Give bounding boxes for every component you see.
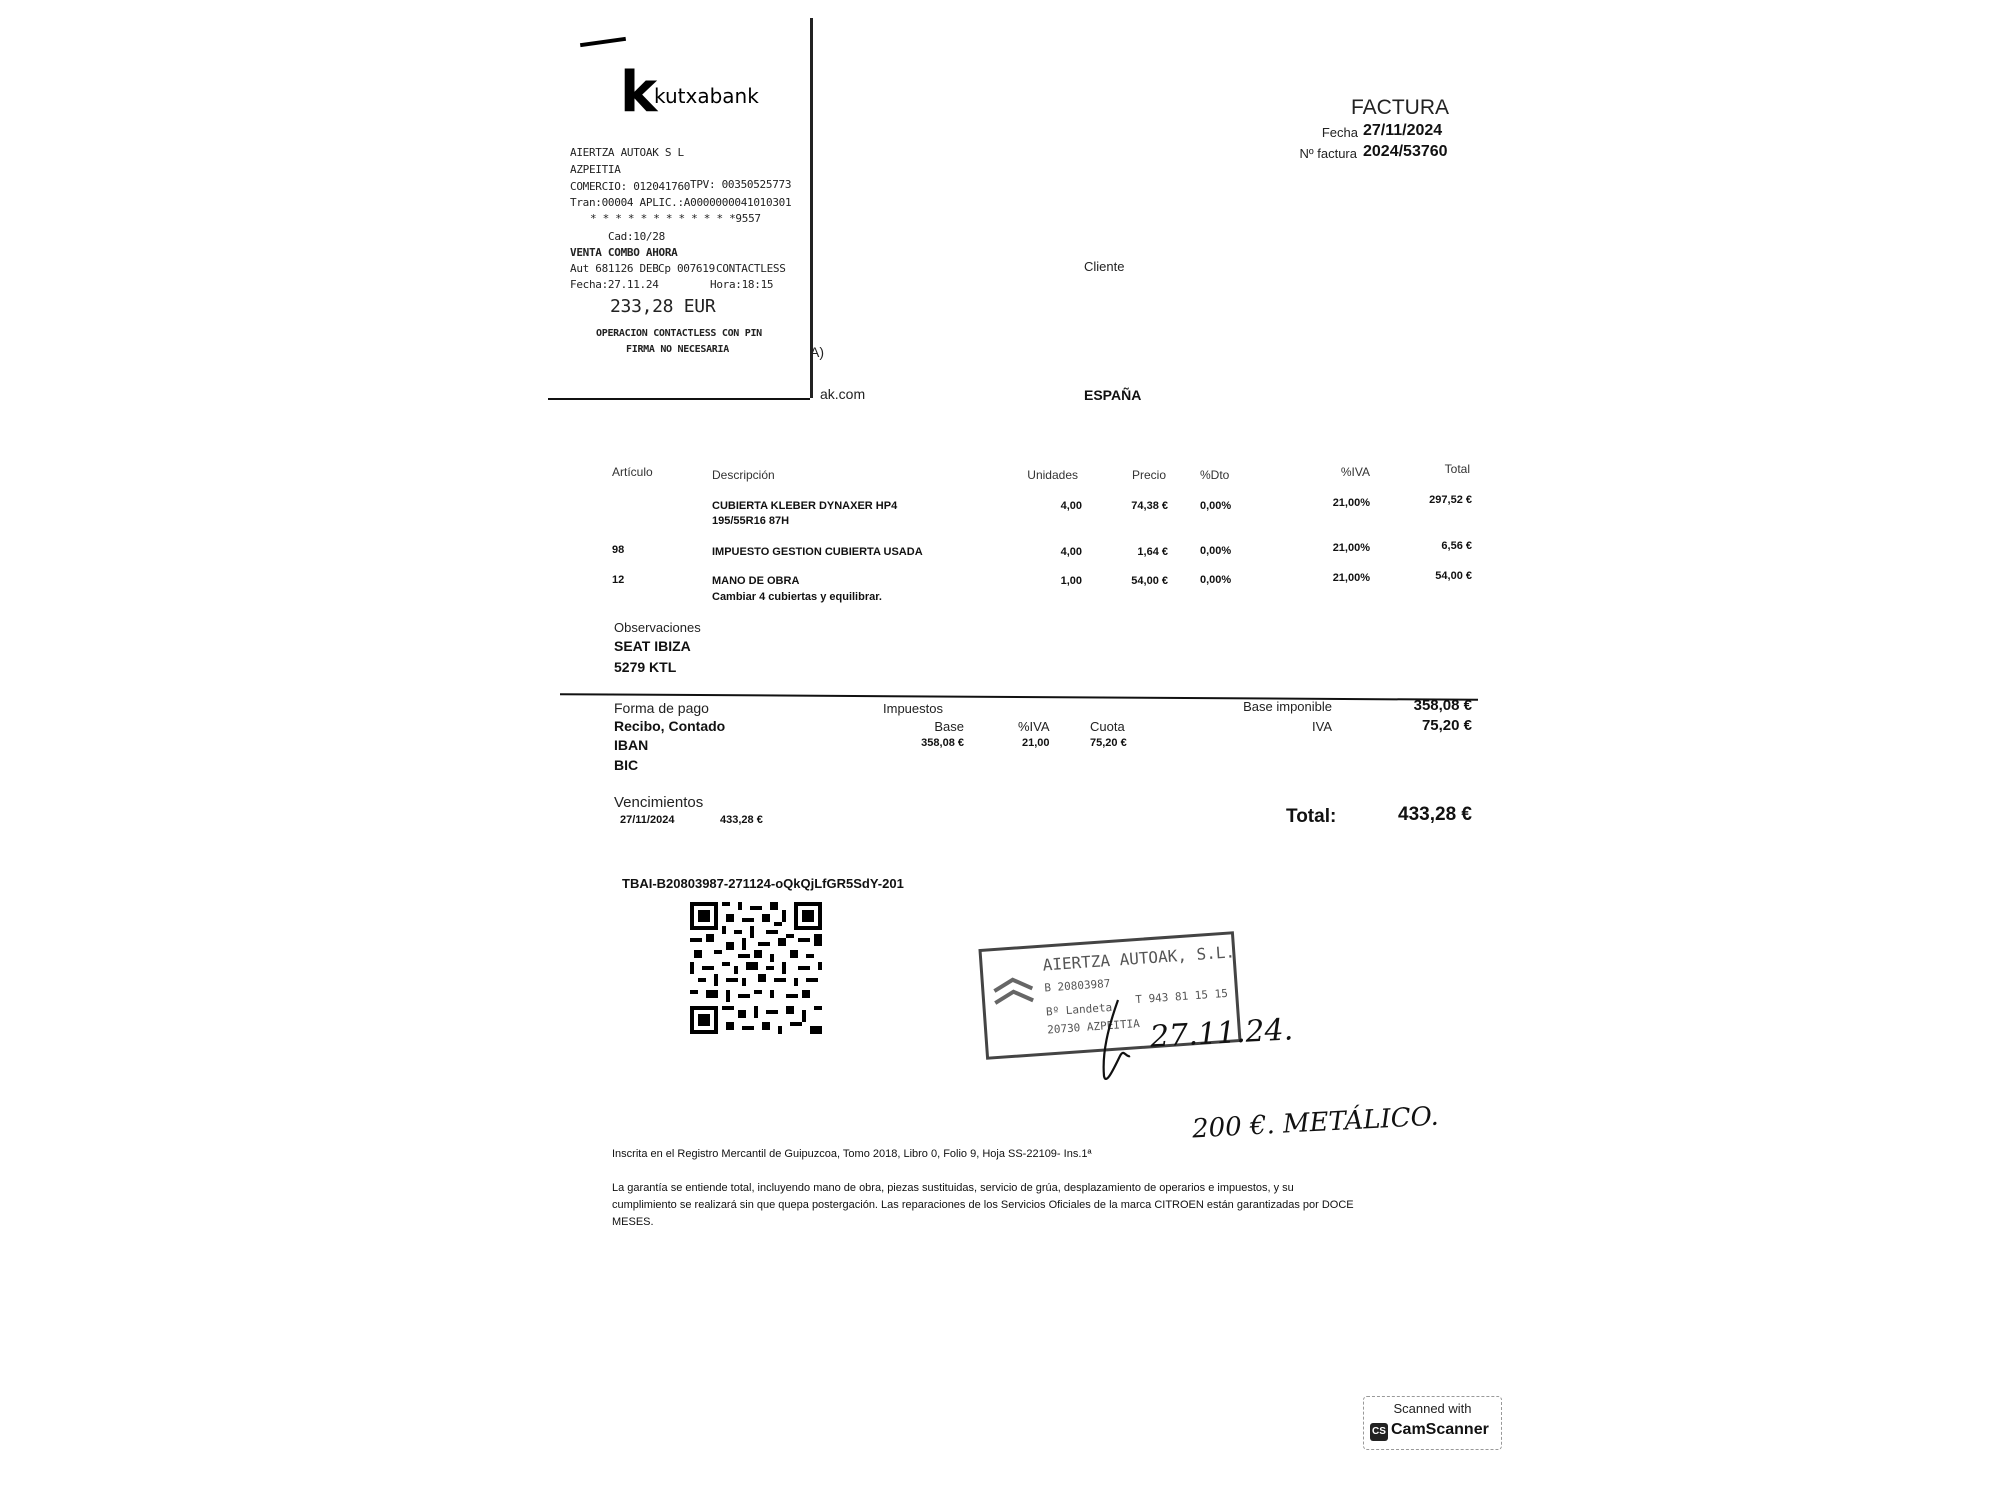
kutxabank-logo-icon: k [620, 60, 654, 125]
col-descripcion: Descripción [712, 468, 775, 482]
tax-piva-label: %IVA [1018, 719, 1050, 734]
col-dto: %Dto [1200, 468, 1230, 482]
row3-dto: 0,00% [1200, 574, 1232, 586]
handwritten-signature [1090, 998, 1140, 1088]
camscanner-brand: CamScanner [1391, 1421, 1489, 1438]
tax-cuota-label: Cuota [1090, 719, 1125, 734]
garantia-line2: cumplimiento se realizará sin que quepa postergación. Las reparaciones de los Servicios Oficiales de la marca CITROEN están garantizadas por DOCE [612, 1199, 1354, 1211]
tax-piva-value: 21,00 [1022, 737, 1050, 749]
row3-iva: 21,00% [1332, 572, 1370, 584]
card-payment-receipt [548, 18, 813, 398]
citroen-chevrons-icon [989, 970, 1038, 1013]
col-articulo: Artículo [612, 465, 653, 479]
observaciones-label: Observaciones [614, 620, 701, 635]
forma-pago-label: Forma de pago [614, 700, 709, 716]
cliente-label: Cliente [1084, 259, 1125, 274]
row1-iva: 21,00% [1332, 497, 1370, 509]
camscanner-logo-icon: CS [1370, 1423, 1388, 1441]
nfactura-value: 2024/53760 [1363, 143, 1448, 160]
receipt-aut: Aut 681126 DEB [570, 262, 659, 275]
row2-articulo: 98 [612, 544, 625, 556]
row1-unidades: 4,00 [1060, 500, 1082, 512]
observaciones-line2: 5279 KTL [614, 659, 677, 675]
receipt-card-number: * * * * * * * * * * * *9557 [590, 212, 761, 225]
observaciones-line1: SEAT IBIZA [614, 638, 691, 654]
email-fragment: ak.com [820, 386, 866, 402]
col-unidades: Unidades [1027, 468, 1078, 482]
row1-precio: 74,38 € [1131, 500, 1168, 512]
row3-articulo: 12 [612, 574, 625, 586]
stamp-addr: Bº Landeta [1045, 1000, 1113, 1019]
row2-desc1: IMPUESTO GESTION CUBIERTA USADA [712, 546, 923, 558]
impuestos-label: Impuestos [883, 701, 943, 716]
receipt-merchant: AIERTZA AUTOAK S L [570, 146, 684, 159]
receipt-hora: Hora:18:15 [710, 278, 774, 291]
kutxabank-logo-text: kutxabank [654, 84, 759, 108]
total-value: 433,28 € [1398, 804, 1472, 825]
row2-iva: 21,00% [1332, 542, 1370, 554]
invoice-title: FACTURA [1350, 96, 1449, 119]
vencimiento-amount: 433,28 € [720, 814, 763, 826]
camscanner-scanned-with: Scanned with [1393, 1401, 1472, 1416]
receipt-op-line2: FIRMA NO NECESARIA [626, 344, 729, 355]
row3-total: 54,00 € [1435, 570, 1472, 582]
receipt-town: AZPEITIA [570, 163, 621, 176]
row3-desc2: Cambiar 4 cubiertas y equilibrar. [712, 591, 882, 603]
row3-unidades: 1,00 [1060, 575, 1082, 587]
col-total: Total [1444, 462, 1470, 476]
fecha-label: Fecha [1321, 125, 1358, 140]
camscanner-watermark [1363, 1396, 1502, 1450]
vencimiento-date: 27/11/2024 [620, 814, 675, 826]
receipt-op-line1: OPERACION CONTACTLESS CON PIN [596, 328, 762, 339]
receipt-fecha: Fecha:27.11.24 [570, 278, 659, 291]
garantia-line3: MESES. [612, 1216, 654, 1228]
receipt-contactless: CONTACTLESS [716, 262, 786, 275]
receipt-tran: Tran:00004 APLIC.:A0000000041010301 [570, 196, 792, 209]
row1-desc1: CUBIERTA KLEBER DYNAXER HP4 [712, 500, 898, 512]
row3-desc1: MANO DE OBRA [712, 575, 800, 587]
stamp-company-name: AIERTZA AUTOAK, S.L. [1042, 942, 1236, 975]
receipt-cp: Cp 007619 [658, 262, 715, 275]
row1-desc2: 195/55R16 87H [712, 515, 790, 527]
receipt-bottom-edge [548, 398, 810, 400]
row3-precio: 54,00 € [1131, 575, 1168, 587]
stamp-tel: T 943 81 15 15 [1134, 986, 1229, 1007]
bic-label: BIC [614, 757, 639, 773]
tax-base-label: Base [934, 719, 964, 734]
row1-dto: 0,00% [1200, 500, 1232, 512]
garantia-line1: La garantía se entiende total, incluyendo mano de obra, piezas sustituidas, servicio de grúa, desplazamiento de operarios e impuestos, y su [612, 1182, 1294, 1194]
handwritten-cash-note: 200 €. METÁLICO. [1191, 1101, 1440, 1145]
receipt-venta: VENTA COMBO AHORA [570, 246, 678, 259]
nfactura-label: Nº factura [1299, 146, 1357, 161]
row2-precio: 1,64 € [1137, 546, 1168, 558]
tbai-code: TBAI-B20803987-271124-oQkQjLfGR5SdY-201 [622, 876, 904, 891]
receipt-amount: 233,28 EUR [610, 296, 716, 317]
total-label: Total: [1286, 806, 1337, 827]
row1-total: 297,52 € [1429, 494, 1472, 506]
col-iva: %IVA [1340, 465, 1370, 479]
address-fragment: A) [810, 344, 824, 360]
tax-cuota-value: 75,20 € [1090, 737, 1127, 749]
receipt-cad: Cad:10/28 [608, 230, 665, 243]
row2-dto: 0,00% [1200, 545, 1232, 557]
stamp-cp: 20730 AZPEITIA [1046, 1017, 1141, 1037]
forma-pago-value: Recibo, Contado [614, 718, 726, 734]
iban-label: IBAN [614, 737, 649, 753]
receipt-comercio: COMERCIO: 012041760 [570, 180, 691, 193]
cliente-country: ESPAÑA [1084, 387, 1142, 403]
col-precio: Precio [1131, 468, 1166, 482]
vencimientos-label: Vencimientos [614, 794, 704, 811]
registro-mercantil: Inscrita en el Registro Mercantil de Guipuzcoa, Tomo 2018, Libro 0, Folio 9, Hoja SS-22109- Ins.1ª [612, 1148, 1092, 1160]
receipt-tpv: TPV: 00350525773 [690, 178, 792, 191]
stamp-cif: B 20803987 [1043, 976, 1111, 995]
handwritten-date: 27.11.24. [1149, 1012, 1294, 1055]
tbai-qr-code [690, 902, 822, 1034]
row2-unidades: 4,00 [1060, 546, 1082, 558]
fecha-value: 27/11/2024 [1363, 122, 1443, 139]
tax-base-value: 358,08 € [921, 737, 964, 749]
base-imponible-label: Base imponible [1243, 699, 1332, 714]
iva-label: IVA [1312, 719, 1332, 734]
iva-value: 75,20 € [1421, 717, 1472, 734]
row2-total: 6,56 € [1441, 540, 1472, 552]
base-imponible-value: 358,08 € [1413, 697, 1472, 714]
